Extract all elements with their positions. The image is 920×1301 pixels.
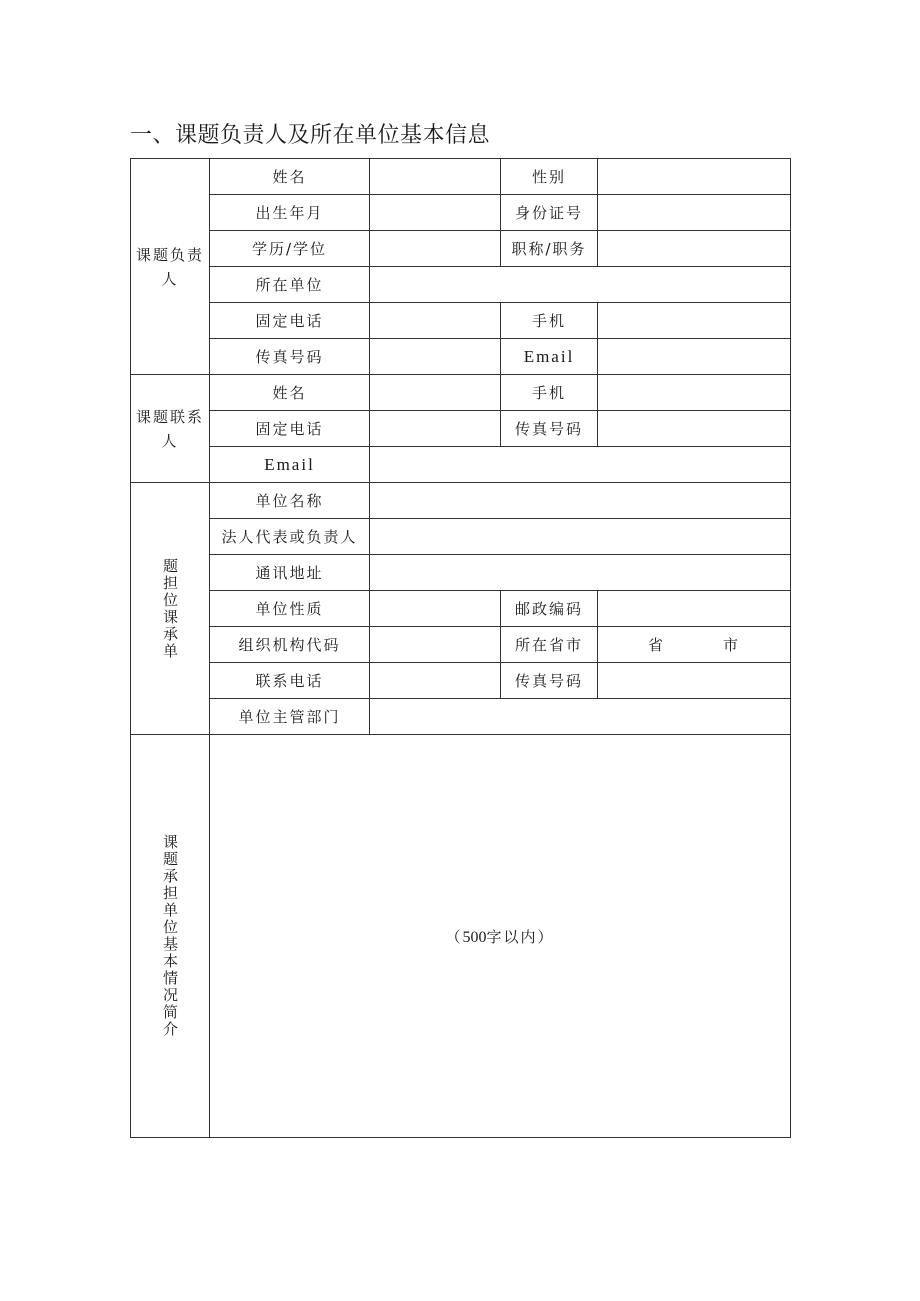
unit-section-text: 题担位课承单 (161, 557, 179, 660)
unit-phone-label: 联系电话 (210, 663, 370, 699)
leader-name-label: 姓名 (210, 159, 370, 195)
leader-gender-label: 性别 (501, 159, 598, 195)
unit-nature-label: 单位性质 (210, 591, 370, 627)
intro-section-text: 课题承担单位基本情况简介 (161, 834, 179, 1038)
unit-fax-field[interactable] (598, 663, 791, 699)
unit-org-code-label: 组织机构代码 (210, 627, 370, 663)
leader-position-label: 职称/职务 (501, 231, 598, 267)
contact-section-label: 课题联系人 (131, 375, 210, 483)
contact-fax-label: 传真号码 (501, 411, 598, 447)
city-suffix: 市 (723, 636, 741, 654)
leader-mobile-field[interactable] (598, 303, 791, 339)
leader-fax-field[interactable] (370, 339, 501, 375)
leader-name-field[interactable] (370, 159, 501, 195)
unit-postcode-field[interactable] (598, 591, 791, 627)
leader-birth-label: 出生年月 (210, 195, 370, 231)
leader-unit-label: 所在单位 (210, 267, 370, 303)
leader-fax-label: 传真号码 (210, 339, 370, 375)
unit-section-label (131, 483, 210, 735)
leader-education-field[interactable] (370, 231, 501, 267)
unit-province-city-label: 所在省市 (501, 627, 598, 663)
intro-section-label (131, 735, 210, 1138)
unit-legal-rep-field[interactable] (370, 519, 791, 555)
info-form-table (130, 158, 791, 1138)
contact-email-label: Email (210, 447, 370, 483)
intro-note (445, 928, 554, 946)
contact-fax-field[interactable] (598, 411, 791, 447)
unit-address-label: 通讯地址 (210, 555, 370, 591)
contact-mobile-field[interactable] (598, 375, 791, 411)
leader-landline-label: 固定电话 (210, 303, 370, 339)
intro-note-num: 500 (462, 928, 487, 946)
intro-note-open: （ (445, 927, 463, 946)
leader-education-label: 学历/学位 (210, 231, 370, 267)
leader-mobile-label: 手机 (501, 303, 598, 339)
contact-name-label: 姓名 (210, 375, 370, 411)
contact-name-field[interactable] (370, 375, 501, 411)
leader-id-label: 身份证号 (501, 195, 598, 231)
unit-name-label: 单位名称 (210, 483, 370, 519)
unit-postcode-label: 邮政编码 (501, 591, 598, 627)
unit-name-field[interactable] (370, 483, 791, 519)
unit-authority-field[interactable] (370, 699, 791, 735)
leader-email-label: Email (501, 339, 598, 375)
unit-legal-rep-label: 法人代表或负责人 (210, 519, 370, 555)
unit-authority-label: 单位主管部门 (210, 699, 370, 735)
unit-org-code-field[interactable] (370, 627, 501, 663)
leader-position-field[interactable] (598, 231, 791, 267)
unit-phone-field[interactable] (370, 663, 501, 699)
intro-field[interactable] (210, 735, 791, 1138)
leader-landline-field[interactable] (370, 303, 501, 339)
leader-birth-field[interactable] (370, 195, 501, 231)
leader-section-label: 课题负责人 (131, 159, 210, 375)
contact-mobile-label: 手机 (501, 375, 598, 411)
unit-nature-field[interactable] (370, 591, 501, 627)
page-title: 一、课题负责人及所在单位基本信息 (130, 123, 491, 148)
unit-fax-label: 传真号码 (501, 663, 598, 699)
unit-address-field[interactable] (370, 555, 791, 591)
contact-landline-label: 固定电话 (210, 411, 370, 447)
intro-note-text: 字以内） (486, 927, 555, 946)
unit-province-city-field[interactable] (598, 627, 791, 663)
contact-landline-field[interactable] (370, 411, 501, 447)
leader-gender-field[interactable] (598, 159, 791, 195)
contact-email-field[interactable] (370, 447, 791, 483)
province-suffix: 省 (647, 636, 665, 654)
leader-unit-field[interactable] (370, 267, 791, 303)
leader-email-field[interactable] (598, 339, 791, 375)
leader-id-field[interactable] (598, 195, 791, 231)
